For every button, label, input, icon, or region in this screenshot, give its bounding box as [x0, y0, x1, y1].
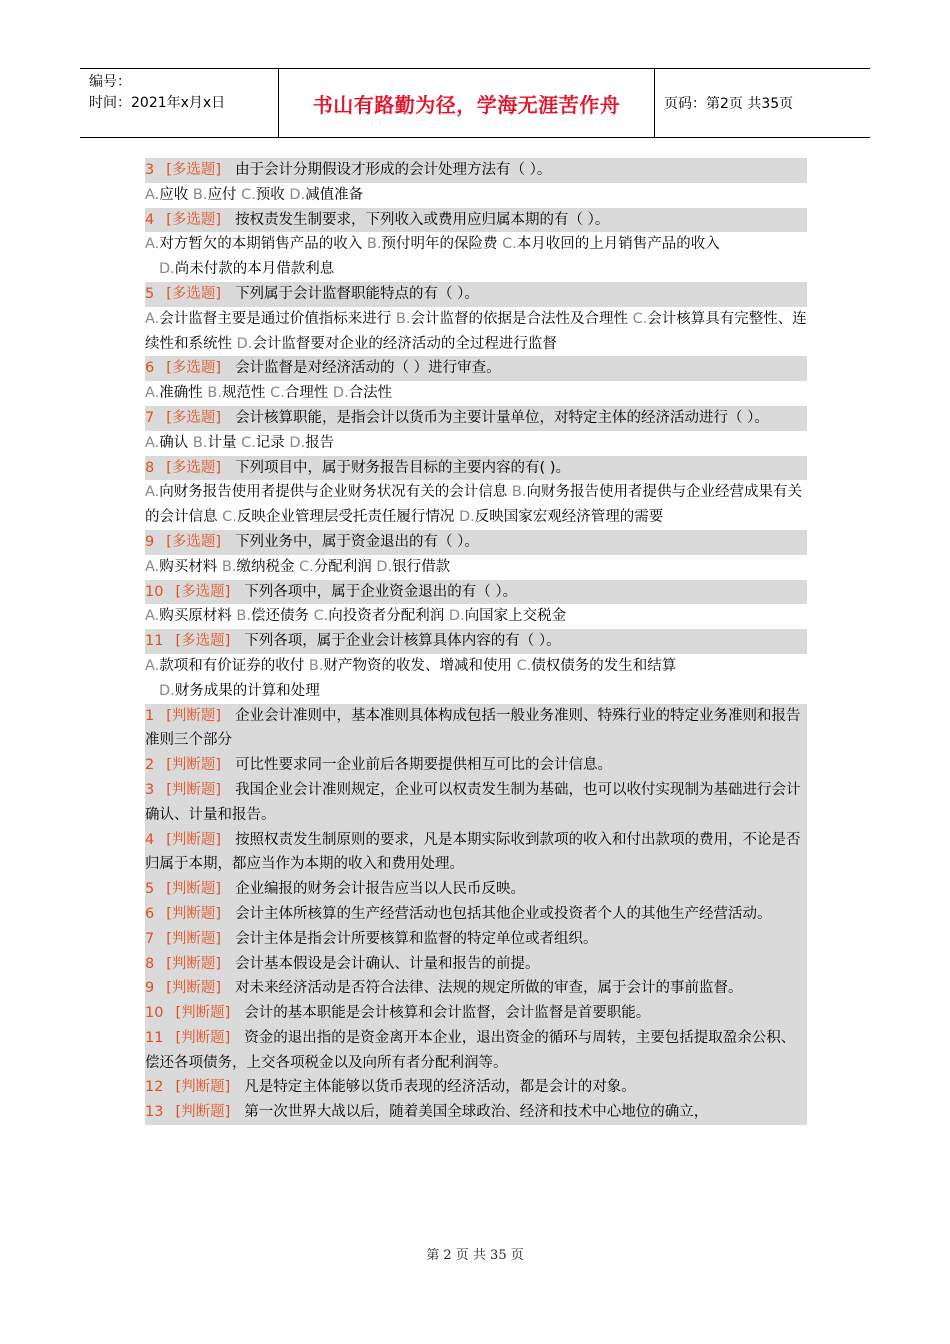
option-letter: D.: [289, 186, 306, 203]
header-meta: [89, 72, 225, 114]
question-stem: [145, 208, 807, 233]
question-number: 10: [145, 583, 164, 600]
option-text: 反映国家宏观经济管理的需要: [474, 509, 664, 526]
option-text: 规范性: [221, 385, 271, 402]
option-letter: D.: [236, 335, 253, 352]
question-stem: [145, 580, 807, 605]
question-item: [145, 406, 807, 456]
question-type-tag: [多选题]: [166, 162, 222, 178]
question-item: [145, 704, 807, 754]
option-text: 对方暂欠的本期销售产品的收入: [159, 236, 367, 253]
question-type-tag: [判断题]: [166, 781, 222, 798]
question-text: 下列属于会计监督职能特点的有（ ）。: [235, 285, 479, 302]
question-number: 12: [145, 1079, 164, 1096]
question-number: 2: [145, 757, 155, 774]
option-line: [145, 431, 807, 456]
option-text: 缴纳税金: [236, 558, 300, 575]
option-letter: D.: [376, 558, 393, 575]
option-text: 购买材料: [159, 558, 222, 575]
page-footer: 第 2 页 共 35 页: [426, 1248, 524, 1263]
option-text: 应付: [207, 186, 242, 203]
question-number: 8: [145, 955, 155, 972]
question-text: 我国企业会计准则规定，企业可以权责发生制为基础，也可以收付实现制为基础进行会计确认、计量和报告。: [145, 781, 801, 823]
question-type-tag: [多选题]: [175, 633, 231, 650]
option-line: [145, 654, 807, 679]
question-item: [145, 158, 807, 208]
question-number: 6: [145, 360, 155, 377]
question-stem: [145, 952, 807, 977]
question-item: [145, 927, 807, 952]
question-type-tag: [判断题]: [166, 831, 222, 848]
option-text: 本月收回的上月销售产品的收入: [516, 236, 720, 253]
option-text: 财务成果的计算和处理: [174, 682, 320, 699]
option-letter: C.: [270, 385, 285, 402]
question-number: 8: [145, 459, 155, 476]
question-number: 6: [145, 905, 155, 922]
option-text: 尚未付款的本月借款利息: [174, 261, 335, 278]
option-letter: D.: [332, 385, 349, 402]
option-letter: A.: [145, 385, 160, 402]
question-type-tag: [多选题]: [166, 409, 222, 426]
question-stem: [145, 629, 807, 654]
option-line: [145, 604, 807, 629]
question-stem: [145, 877, 807, 902]
question-type-tag: [多选题]: [166, 533, 222, 550]
question-number: 7: [145, 930, 155, 947]
question-stem: [145, 530, 807, 555]
option-text: 减值准备: [305, 186, 364, 203]
question-text: 可比性要求同一企业前后各期要提供相互可比的会计信息。: [235, 757, 613, 774]
option-letter: A.: [145, 558, 160, 575]
option-letter: B.: [207, 385, 222, 402]
question-stem: [145, 356, 807, 381]
question-item: [145, 1075, 807, 1100]
question-type-tag: [判断题]: [166, 980, 222, 997]
option-letter: C.: [299, 558, 314, 575]
option-letter: B.: [308, 657, 324, 674]
option-text: 准确性: [159, 385, 208, 402]
option-letter: A.: [145, 434, 160, 451]
option-text: 合法性: [348, 385, 393, 402]
option-line: [145, 307, 807, 357]
question-text: 对未来经济活动是否符合法律、法规的规定所做的审查，属于会计的事前监督。: [235, 980, 743, 997]
option-text: 购买原材料: [159, 608, 237, 625]
option-letter: B.: [511, 484, 527, 501]
option-letter: A.: [145, 236, 160, 253]
page-header: [80, 68, 870, 138]
question-item: [145, 1100, 807, 1125]
question-type-tag: [判断题]: [166, 881, 222, 898]
option-letter: B.: [221, 558, 237, 575]
option-letter: C.: [516, 657, 532, 674]
question-number: 11: [145, 1029, 164, 1046]
question-item: [145, 1001, 807, 1026]
option-text: 确认: [159, 434, 193, 451]
question-text: 下列业务中，属于资金退出的有（ ）。: [235, 533, 479, 550]
question-number: 13: [145, 1104, 164, 1121]
option-letter: D.: [289, 434, 306, 451]
option-letter: A.: [145, 484, 160, 501]
option-text: 反映企业管理层受托责任履行情况: [236, 509, 459, 526]
question-item: [145, 828, 807, 878]
question-type-tag: [判断题]: [166, 930, 222, 947]
question-number: 4: [145, 211, 155, 228]
question-stem: [145, 282, 807, 307]
option-text: 分配利润: [313, 558, 377, 575]
question-number: 3: [145, 781, 155, 798]
option-text: 预付明年的保险费: [381, 236, 503, 253]
option-letter: D.: [458, 509, 475, 526]
option-text: 会计核算具有完整性、连续性和系统性: [145, 310, 807, 352]
option-letter: A.: [145, 310, 160, 327]
question-type-tag: [判断题]: [166, 757, 222, 774]
question-stem: [145, 778, 807, 828]
option-text: 向财务报告使用者提供与企业财务状况有关的会计信息: [159, 484, 512, 501]
question-stem: [145, 976, 807, 1001]
option-text: 报告: [305, 434, 335, 451]
option-line: [145, 480, 807, 530]
option-text: 向投资者分配利润: [328, 608, 449, 625]
question-stem: [145, 1001, 807, 1026]
question-list: [145, 158, 807, 1125]
question-item: [145, 629, 807, 703]
question-item: [145, 1026, 807, 1076]
option-letter: B.: [236, 608, 251, 625]
option-text: 会计监督的依据是合法性及合理性: [410, 310, 633, 327]
option-letter: A.: [145, 186, 160, 203]
question-number: 5: [145, 285, 155, 302]
question-type-tag: [判断题]: [175, 1104, 231, 1121]
question-item: [145, 356, 807, 406]
option-text: 会计监督主要是通过价值指标来进行: [159, 310, 396, 327]
question-stem: [145, 902, 807, 927]
question-item: [145, 208, 807, 282]
option-letter: A.: [145, 657, 160, 674]
option-text: 债权债务的发生和结算: [531, 657, 677, 674]
question-stem: [145, 456, 807, 481]
question-text: 会计的基本职能是会计核算和会计监督，会计监督是首要职能。: [244, 1005, 651, 1022]
question-stem: [145, 1026, 807, 1076]
question-stem: [145, 753, 807, 778]
option-text: 合理性: [284, 385, 333, 402]
option-letter: B.: [395, 310, 411, 327]
question-text: 会计基本假设是会计确认、计量和报告的前提。: [235, 955, 540, 972]
question-item: [145, 902, 807, 927]
option-letter: C.: [241, 434, 256, 451]
question-type-tag: [多选题]: [175, 583, 231, 600]
option-letter: D.: [448, 608, 465, 625]
question-stem: [145, 158, 807, 183]
question-text: 由于会计分期假设才形成的会计处理方法有（ ）。: [235, 162, 552, 178]
option-letter: C.: [241, 186, 256, 203]
question-item: [145, 456, 807, 530]
question-text: 会计主体所核算的生产经营活动也包括其他企业或投资者个人的其他生产经营活动。: [235, 905, 772, 922]
header-divider: [654, 69, 655, 137]
question-item: [145, 282, 807, 356]
question-type-tag: [判断题]: [166, 955, 222, 972]
option-text: 向国家上交税金: [464, 608, 567, 625]
option-text: 会计监督要对企业的经济活动的全过程进行监督: [252, 335, 557, 352]
question-text: 会计主体是指会计所要核算和监督的特定单位或者组织。: [235, 930, 598, 947]
question-text: 企业会计准则中，基本准则具体构成包括一般业务准则、特殊行业的特定业务准则和报告准则三个部分: [145, 707, 801, 749]
option-letter: C.: [222, 509, 237, 526]
option-line: [145, 381, 807, 406]
question-type-tag: [判断题]: [175, 1005, 231, 1022]
question-text: 会计监督是对经济活动的（ ）进行审查。: [235, 360, 501, 377]
option-line: [145, 232, 807, 257]
question-number: 11: [145, 633, 164, 650]
question-item: [145, 580, 807, 630]
question-text: 下列各项中，属于企业资金退出的有（ ）。: [244, 583, 518, 600]
question-item: [145, 530, 807, 580]
question-stem: [145, 1100, 807, 1125]
option-text: 银行借款: [392, 558, 451, 575]
option-letter: B.: [192, 434, 208, 451]
question-stem: [145, 704, 807, 754]
question-stem: [145, 828, 807, 878]
option-text: 向财务报告使用者提供与企业经营成果有关的会计信息: [145, 484, 802, 526]
question-text: 企业编报的财务会计报告应当以人民币反映。: [235, 881, 526, 898]
option-letter: C.: [502, 236, 517, 253]
question-item: [145, 778, 807, 828]
question-number: 1: [145, 707, 155, 724]
question-item: [145, 877, 807, 902]
question-text: 按照权责发生制原则的要求，凡是本期实际收到款项的收入和付出款项的费用，不论是否归属于本期，都应当作为本期的收入和费用处理。: [145, 831, 801, 873]
question-stem: [145, 406, 807, 431]
question-stem: [145, 927, 807, 952]
option-text: 记录: [255, 434, 290, 451]
option-text: 偿还债务: [250, 608, 314, 625]
question-type-tag: [判断题]: [175, 1079, 231, 1096]
question-type-tag: [多选题]: [166, 360, 222, 377]
option-line: [145, 555, 807, 580]
question-type-tag: [判断题]: [175, 1029, 231, 1046]
option-letter: B.: [192, 186, 208, 203]
question-text: 第一次世界大战以后，随着美国全球政治、经济和技术中心地位的确立，: [244, 1104, 709, 1121]
question-text: 下列项目中，属于财务报告目标的主要内容的有( )。: [235, 459, 570, 476]
question-number: 10: [145, 1005, 164, 1022]
option-line: [145, 183, 807, 208]
option-text: 应收: [159, 186, 193, 203]
question-number: 9: [145, 980, 155, 997]
question-number: 9: [145, 533, 155, 550]
question-type-tag: [多选题]: [166, 459, 222, 476]
time-label: 时间：2021年x月x日: [89, 95, 226, 111]
question-number: 4: [145, 831, 155, 848]
header-motto: 书山有路勤为径，学海无涯苦作舟: [312, 93, 621, 117]
question-type-tag: [判断题]: [166, 707, 222, 724]
option-text: 预收: [255, 186, 290, 203]
question-number: 3: [145, 162, 155, 178]
option-text: 计量: [207, 434, 242, 451]
question-type-tag: [判断题]: [166, 905, 222, 922]
question-item: [145, 976, 807, 1001]
question-number: 7: [145, 409, 155, 426]
question-text: 下列各项，属于企业会计核算具体内容的有（ ）。: [244, 633, 561, 650]
question-text: 凡是特定主体能够以货币表现的经济活动，都是会计的对象。: [244, 1079, 636, 1096]
option-text: 款项和有价证券的收付: [159, 657, 309, 674]
question-text: 会计核算职能，是指会计以货币为主要计量单位，对特定主体的经济活动进行（ ）。: [235, 409, 769, 426]
question-type-tag: [多选题]: [166, 211, 222, 228]
question-item: [145, 753, 807, 778]
option-letter: C.: [632, 310, 648, 327]
option-line: [145, 679, 807, 704]
option-letter: B.: [366, 236, 382, 253]
option-line: [145, 257, 807, 282]
option-text: 财产物资的收发、增减和使用: [323, 657, 517, 674]
question-text: 资金的退出指的是资金离开本企业，退出资金的循环与周转，主要包括提取盈余公积、偿还各项债务，上交各项税金以及向所有者分配利润等。: [145, 1029, 796, 1071]
serial-label: 编号：: [89, 74, 131, 90]
question-text: 按权责发生制要求，下列收入或费用应归属本期的有（ ）。: [235, 211, 610, 228]
option-letter: D.: [159, 261, 175, 278]
question-type-tag: [多选题]: [166, 285, 222, 302]
question-number: 5: [145, 881, 155, 898]
option-letter: A.: [145, 608, 160, 625]
question-stem: [145, 1075, 807, 1100]
option-letter: C.: [313, 608, 329, 625]
option-letter: D.: [159, 682, 175, 699]
header-page-info: 页码：第2页 共35页: [664, 96, 794, 112]
question-item: [145, 952, 807, 977]
